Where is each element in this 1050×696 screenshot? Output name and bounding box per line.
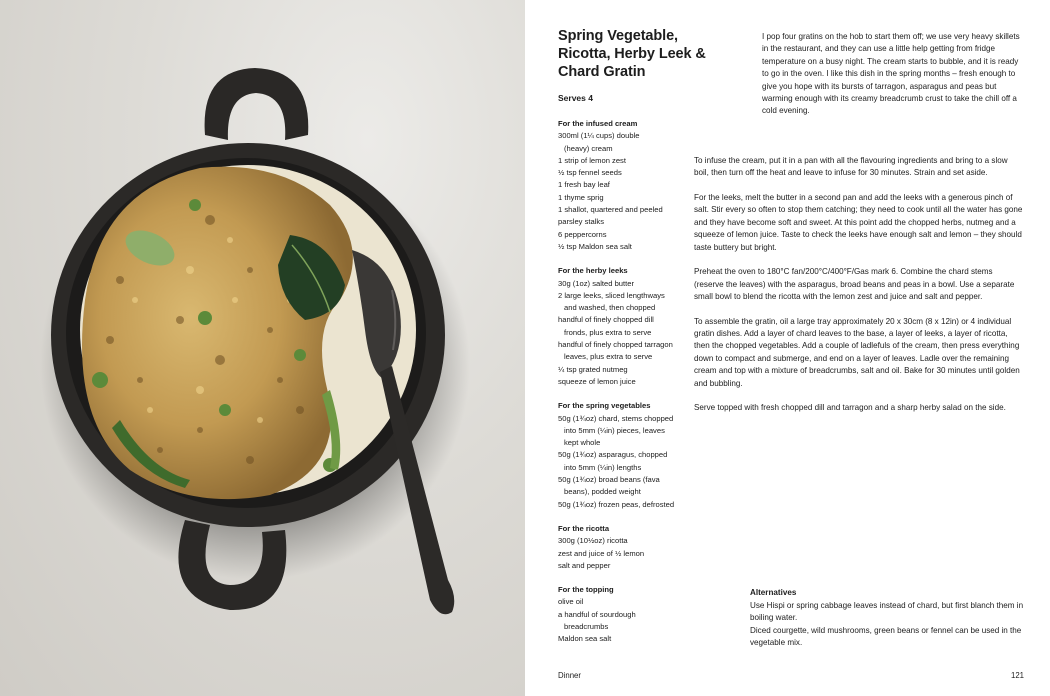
ingredient-line: ¼ tsp grated nutmeg	[558, 364, 628, 374]
ingredient-line: 50g (1¾oz) broad beans (fava	[558, 475, 660, 485]
ingredient-line: salt and pepper	[558, 560, 611, 570]
recipe-page	[525, 0, 1050, 696]
method-step: For the leeks, melt the butter in a second pan and add the leeks with a generous pinch of salt. Stir every so often to stop them catching; they need to cook until all the water has gone and they have become soft and sweet. At this point add the chopped herbs, nutmeg and a squeeze of lemon juice. Taste to check the leeks have enough salt and lemon – they should taste buttery but bright.	[694, 193, 1023, 252]
ingredient-line: (heavy) cream	[564, 143, 613, 153]
page-number: 121	[1011, 671, 1025, 680]
ingredient-line: into 5mm (¼in) lengths	[564, 462, 642, 472]
ingredient-line: ½ tsp Maldon sea salt	[558, 241, 632, 251]
ingredient-line: 300g (10½oz) ricotta	[558, 536, 628, 546]
method-step: To infuse the cream, put it in a pan with all the flavouring ingredients and bring to a slow boil, then turn off the heat and leave to infuse for 30 minutes. Strain and set aside.	[694, 156, 1008, 178]
breadcrumb-crust	[82, 167, 353, 499]
ingredient-line: 1 fresh bay leaf	[558, 180, 610, 190]
ingredient-line: and washed, then chopped	[564, 303, 656, 313]
ingredient-group	[558, 265, 698, 388]
ingredient-line: fronds, plus extra to serve	[564, 327, 652, 337]
ingredient-line: kept whole	[564, 438, 601, 448]
ingredient-group-heading: For the infused cream	[558, 119, 638, 128]
ingredient-line: squeeze of lemon juice	[558, 376, 636, 386]
ingredient-line: handful of finely chopped dill	[558, 315, 654, 325]
ingredients-list	[558, 118, 698, 658]
ingredient-line: 50g (1¾oz) frozen peas, defrosted	[558, 499, 675, 509]
ingredient-group	[558, 400, 698, 511]
alternatives-section	[750, 587, 1025, 650]
ingredient-line: 50g (1¾oz) chard, stems chopped	[558, 413, 674, 423]
ingredient-line: 1 shallot, quartered and peeled	[558, 205, 663, 215]
ingredient-line: 50g (1¾oz) asparagus, chopped	[558, 450, 668, 460]
ingredient-line: 2 large leeks, sliced lengthways	[558, 290, 665, 300]
ingredient-line: into 5mm (¼in) pieces, leaves	[564, 425, 665, 435]
method-step: Preheat the oven to 180°C fan/200°C/400°F/Gas mark 6. Combine the chard stems (reserve the leaves) with the asparagus, broad beans and peas in a bowl. Use a separate small bowl to blend the ricotta with the lemon zest and juice and salt and pepper.	[694, 267, 1015, 302]
ingredient-group-heading: For the herby leeks	[558, 266, 628, 276]
ingredient-line: a handful of sourdough	[558, 609, 636, 619]
alternatives-heading: Alternatives	[750, 588, 797, 597]
ingredient-line: zest and juice of ½ lemon	[558, 548, 645, 558]
ingredient-group-heading: For the spring vegetables	[558, 401, 651, 411]
ingredient-line: ½ tsp fennel seeds	[558, 168, 622, 178]
ingredient-group	[558, 118, 698, 253]
ingredient-line: breadcrumbs	[564, 621, 609, 631]
ingredient-line: leaves, plus extra to serve	[564, 352, 653, 362]
footer-section: Dinner	[558, 671, 581, 680]
method-step: To assemble the gratin, oil a large tray approximately 20 x 30cm (8 x 12in) or 4 individual gratin dishes. Add a layer of chard leaves to the base, a layer of leeks, a layer of ricotta, then the chopped vegetables. Add a couple of ladlefuls of the cream, then press everything down to compact and submerge, and end on a layer of leaves. Ladle over the remaining cream and top with a mixture of breadcrumbs, salt and oil. Bake for 30 minutes until golden and bubbling.	[694, 316, 1020, 388]
method-section	[694, 155, 1024, 427]
ingredient-line: handful of finely chopped tarragon	[558, 340, 673, 350]
ingredient-group-heading: For the ricotta	[558, 523, 610, 533]
ingredient-line: 1 thyme sprig	[558, 192, 604, 202]
ingredient-line: olive oil	[558, 597, 584, 607]
ingredient-line: beans), podded weight	[564, 487, 641, 497]
ingredient-line: Maldon sea salt	[558, 634, 612, 644]
ingredient-line: 30g (1oz) salted butter	[558, 278, 634, 288]
ingredient-group	[558, 523, 698, 572]
pan-handle-top	[205, 68, 309, 140]
ingredient-line: parsley stalks	[558, 217, 605, 227]
recipe-intro: I pop four gratins on the hob to start them off; we use very heavy skillets in the restaurant, and they can use a little help getting from fridge temperature on a busy night. The cream starts to bubble, and it is ready to go in the oven. I like this dish in the spring months – fresh enough to give you hope with its bursts of tarragon, asparagus and peas but warming enough with its creamy breadcrumb crust to take the chill off a cold evening.	[762, 32, 1020, 116]
ingredient-group-heading: For the topping	[558, 585, 614, 595]
alternatives-line: Diced courgette, wild mushrooms, green beans or fennel can be used in the vegetable mix.	[750, 625, 1022, 647]
serves-label: Serves 4	[558, 93, 593, 103]
ingredient-line: 1 strip of lemon zest	[558, 155, 626, 165]
ingredient-group	[558, 584, 698, 645]
ingredient-line: 300ml (1¼ cups) double	[558, 131, 640, 141]
alternatives-line: Use Hispi or spring cabbage leaves instead of chard, but first blanch them in boiling water.	[750, 600, 1024, 622]
method-step: Serve topped with fresh chopped dill and tarragon and a sharp herby salad on the side.	[694, 403, 1006, 413]
recipe-title: Spring Vegetable, Ricotta, Herby Leek & Chard Gratin	[558, 28, 706, 80]
ingredient-line: 6 peppercorns	[558, 229, 607, 239]
